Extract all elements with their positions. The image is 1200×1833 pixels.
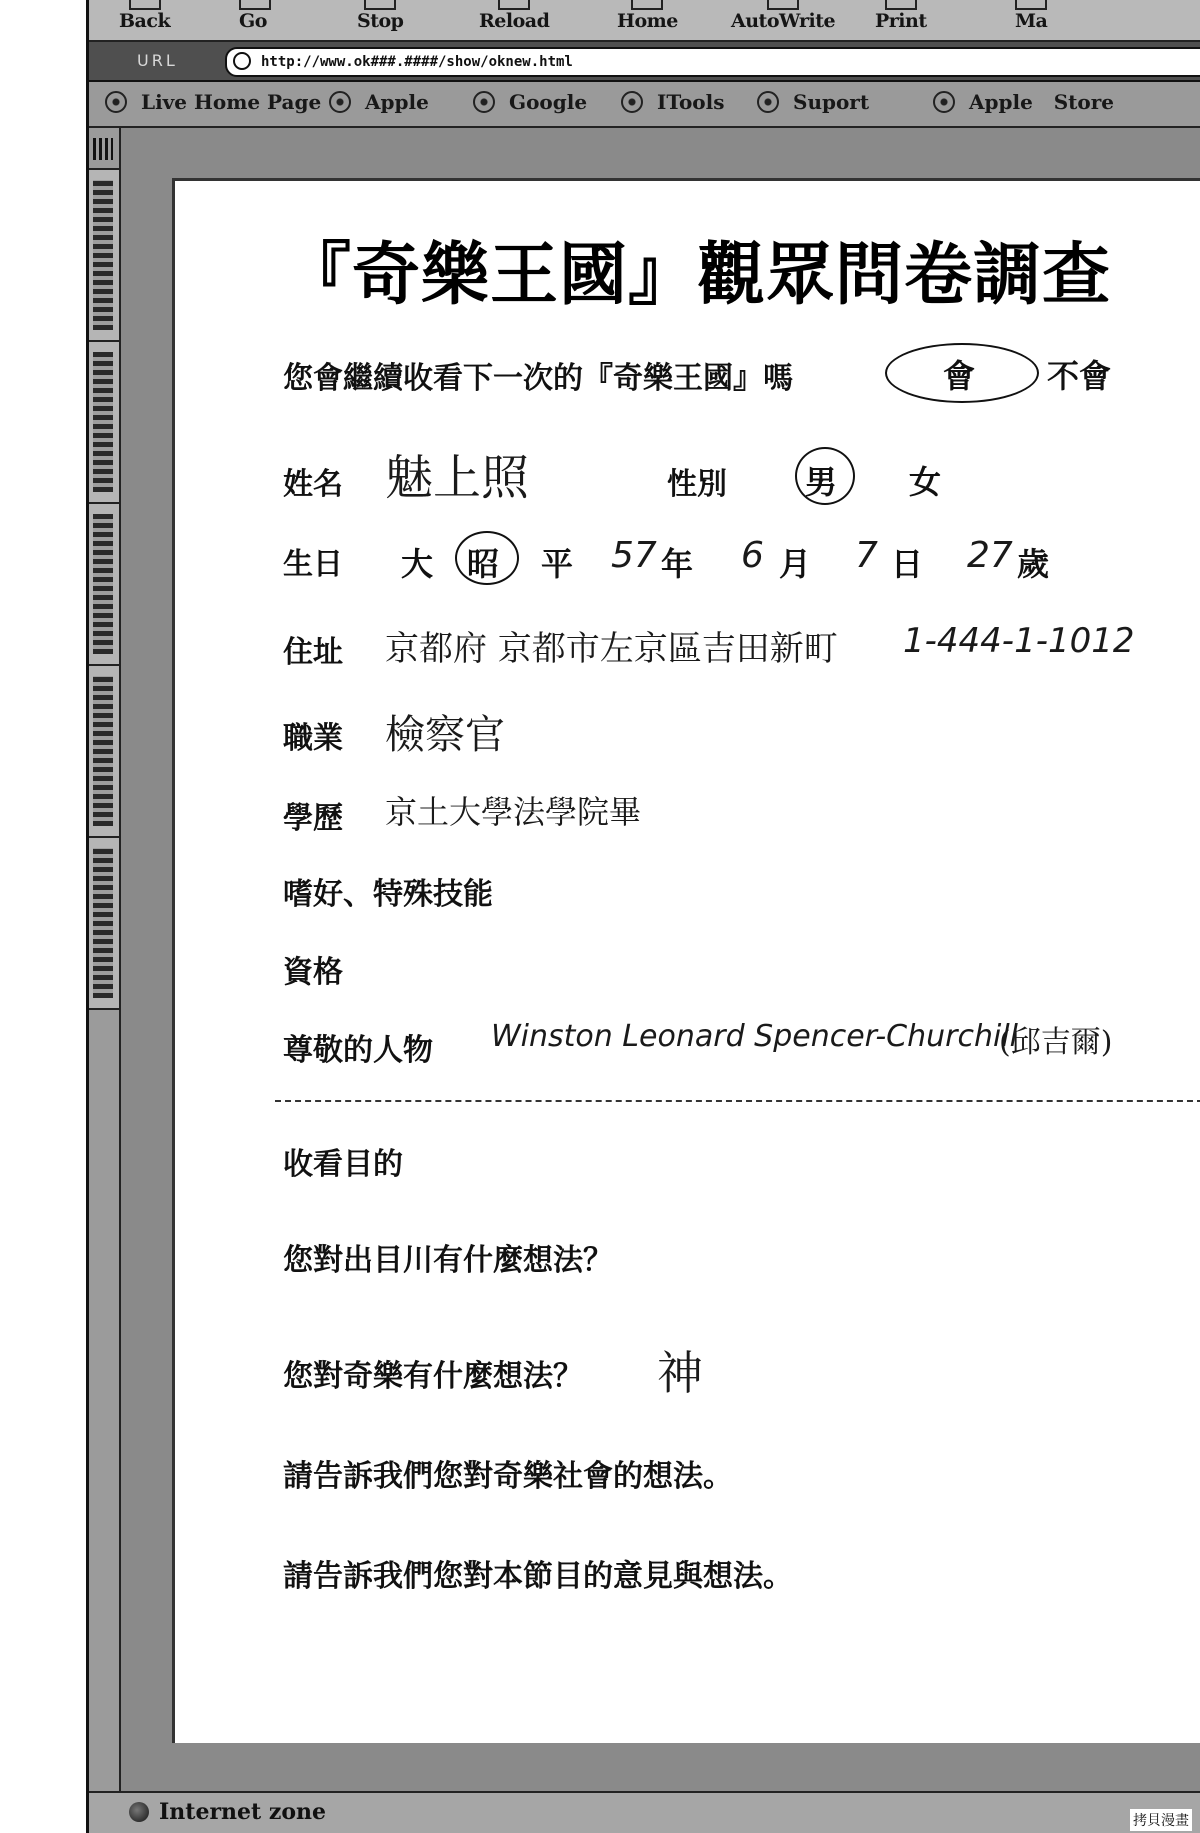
sidebar-grip-icon[interactable]	[93, 138, 113, 160]
bookmark-google[interactable]: Google	[473, 90, 587, 114]
page-title: 『奇樂王國』觀眾問卷調查	[283, 236, 1112, 315]
gender-female-option[interactable]: 女	[909, 463, 942, 501]
day-unit: 日	[891, 545, 924, 583]
status-bar	[89, 1791, 1200, 1833]
mail-button[interactable]: Ma	[1015, 4, 1047, 32]
birth-month-value[interactable]: 6	[741, 535, 764, 576]
sidebar-tab-2[interactable]	[89, 340, 119, 504]
question-society: 請告訴我們您對奇樂社會的想法。	[283, 1459, 733, 1494]
sidebar-tab-4[interactable]	[89, 664, 119, 838]
survey-page	[172, 178, 1200, 1743]
era-taisho-option[interactable]: 大	[401, 545, 434, 583]
bookmark-icon	[621, 91, 643, 113]
stop-button[interactable]: Stop	[357, 4, 403, 32]
purpose-label: 收看目的	[283, 1147, 403, 1182]
bookmarks-bar	[89, 82, 1200, 128]
birth-day-value[interactable]: 7	[855, 535, 878, 576]
bookmark-icon	[933, 91, 955, 113]
bookmark-icon	[757, 91, 779, 113]
url-input[interactable]	[225, 47, 1200, 77]
sidebar-tab-5[interactable]	[89, 836, 119, 1010]
question-demegawa: 您對出目川有什麼想法？	[283, 1243, 613, 1278]
continue-question: 您會繼續收看下一次的『奇樂王國』嗎	[283, 361, 793, 396]
print-icon	[885, 0, 917, 10]
autowrite-button[interactable]: AutoWrite	[731, 4, 835, 32]
section-divider	[275, 1100, 1200, 1102]
question-program: 請告訴我們您對本節目的意見與想法。	[283, 1559, 793, 1594]
browser-toolbar	[89, 0, 1200, 42]
era-heisei-option[interactable]: 平	[541, 545, 574, 583]
sidebar-tab-1[interactable]	[89, 168, 119, 342]
reload-icon	[498, 0, 530, 10]
back-button[interactable]: Back	[119, 4, 170, 32]
tab-label-icon	[93, 180, 113, 330]
globe-icon	[129, 1802, 149, 1822]
bookmark-apple-store[interactable]: Apple Store	[933, 90, 1114, 114]
bookmark-live-home-page[interactable]: Live Home Page	[105, 90, 321, 114]
sidebar	[89, 128, 121, 1793]
autowrite-icon	[767, 0, 799, 10]
url-label: URL	[137, 51, 178, 70]
respected-note: (邱吉爾)	[999, 1025, 1113, 1060]
bookmark-icon	[473, 91, 495, 113]
go-icon	[239, 0, 271, 10]
hobby-label: 嗜好、特殊技能	[283, 877, 493, 912]
tab-label-icon	[93, 848, 113, 998]
mail-icon	[1015, 0, 1047, 10]
tab-label-icon	[93, 514, 113, 654]
name-label: 姓名	[283, 467, 343, 502]
address-value[interactable]: 京都府 京都市左京區吉田新町	[385, 629, 838, 669]
birth-year-value[interactable]: 57	[611, 535, 657, 576]
question-kira: 您對奇樂有什麼想法？	[283, 1359, 583, 1394]
page-icon	[233, 52, 251, 70]
status-text: Internet zone	[159, 1799, 327, 1825]
occupation-value[interactable]: 檢察官	[385, 712, 505, 758]
back-icon	[129, 0, 161, 10]
education-value[interactable]: 京土大學法學院畢	[385, 793, 642, 831]
watermark: 拷貝漫畫	[1130, 1809, 1192, 1831]
bookmark-itools[interactable]: ITools	[621, 90, 724, 114]
continue-no-option[interactable]: 不會	[1047, 357, 1112, 395]
age-unit: 歲	[1017, 545, 1050, 583]
bookmark-icon	[329, 91, 351, 113]
sidebar-tab-3[interactable]	[89, 502, 119, 666]
stop-icon	[364, 0, 396, 10]
continue-yes-option[interactable]: 會	[943, 357, 976, 395]
bookmark-apple[interactable]: Apple	[329, 90, 429, 114]
bookmark-suport[interactable]: Suport	[757, 90, 869, 114]
url-text: http://www.ok###.####/show/oknew.html	[261, 54, 573, 70]
gender-male-option[interactable]: 男	[805, 463, 838, 501]
home-button[interactable]: Home	[617, 4, 678, 32]
respected-label: 尊敬的人物	[283, 1033, 433, 1068]
qualification-label: 資格	[283, 955, 343, 990]
year-unit: 年	[661, 545, 694, 583]
birthday-label: 生日	[283, 547, 343, 582]
home-icon	[631, 0, 663, 10]
tab-label-icon	[93, 352, 113, 492]
reload-button[interactable]: Reload	[479, 4, 549, 32]
occupation-label: 職業	[283, 721, 343, 756]
gender-label: 性別	[667, 467, 727, 502]
address-label: 住址	[283, 635, 343, 670]
name-value[interactable]: 魅上照	[385, 450, 530, 506]
era-showa-option[interactable]: 昭	[467, 545, 500, 583]
age-value[interactable]: 27	[967, 535, 1013, 576]
tab-label-icon	[93, 676, 113, 826]
address-bar	[89, 42, 1200, 82]
print-button[interactable]: Print	[875, 4, 927, 32]
bookmark-icon	[105, 91, 127, 113]
go-button[interactable]: Go	[239, 4, 271, 32]
answer-kira[interactable]: 神	[657, 1346, 703, 1400]
address-number-value[interactable]: 1-444-1-1012	[903, 621, 1135, 661]
respected-value[interactable]: Winston Leonard Spencer-Churchill	[491, 1019, 1018, 1054]
education-label: 學歷	[283, 801, 343, 836]
month-unit: 月	[779, 545, 812, 583]
